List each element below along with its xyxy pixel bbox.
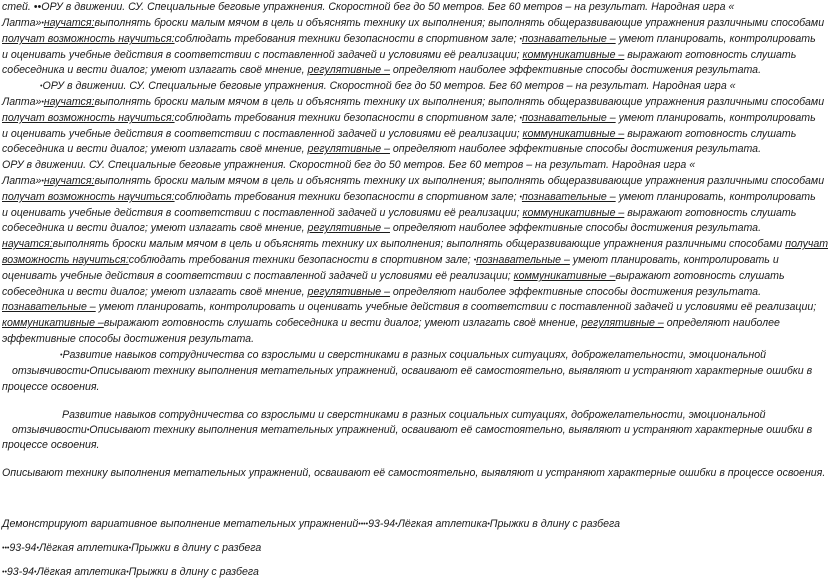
- text-line: ОРУ в движении. СУ. Специальные беговые упражнения. Скоростной бег до 50 метров. Бег 60 метров – на результат. Народная игра «: [2, 159, 696, 171]
- text-line: •Развитие навыков сотрудничества со взрослыми и сверстниками в разных социальных ситуациях, доброжелательности, эмоциональной: [60, 349, 766, 361]
- text-line: процессе освоения.: [2, 381, 100, 393]
- text-line: отзывчивости•Описывают технику выполнения метательных упражнений, осваивают её самостоятельно, выявляют и устраняют характерные ошибки в: [12, 424, 813, 436]
- bullet-icon: •: [4, 545, 7, 552]
- text-line: Лапта»•научатся:выполнять броски малым мячом в цель и объяснять технику их выполнения; выполнять общеразвивающие упражнения различными способами: [2, 96, 825, 108]
- bullet-icon: •: [60, 352, 63, 359]
- text-line: и оценивать учебные действия в соответствии с поставленной задачей и условиями её реализации; коммуникативные – выражают готовность слушать: [2, 207, 797, 219]
- text-line: получат возможность научиться:соблюдать требования техники безопасности в спортивном зале; •познавательные – умеют планировать, контролировать: [2, 112, 816, 124]
- text-line: оценивать учебные действия в соответствии с поставленной задачей и условиями её реализации; коммуникативные –выражают готовность слушать: [2, 270, 785, 282]
- text-line: и оценивать учебные действия в соответствии с поставленной задачей и условиями её реализации; коммуникативные – выражают готовность слушать: [2, 128, 797, 140]
- bullet-icon: •: [395, 521, 398, 528]
- bullet-icon: •: [41, 99, 44, 106]
- text-line: эффективные способы достижения результата.: [2, 333, 255, 345]
- bullet-icon: •: [86, 427, 90, 434]
- text-line: собеседника и вести диалог; умеют излагать своё мнение, регулятивные – определяют наиболее эффективные способы достижения результата.: [2, 286, 762, 298]
- text-line: научатся:выполнять броски малым мячом в цель и объяснять технику их выполнения; выполнять общеразвивающие упражнения различными способами получат: [2, 238, 828, 250]
- text-line: возможность научиться:соблюдать требования техники безопасности в спортивном зале; •познавательные – умеют планировать, контролировать и: [2, 254, 779, 266]
- bullet-icon: •: [126, 569, 129, 576]
- text-line: •••93-94•Лёгкая атлетика•Прыжки в длину с разбега: [2, 542, 262, 554]
- bullet-icon: •: [360, 521, 364, 528]
- bullet-icon: •: [487, 521, 490, 528]
- text-line: Лапта»•научатся:выполнять броски малым мячом в цель и объяснять технику их выполнения; выполнять общеразвивающие упражнения различными способами: [2, 17, 825, 29]
- bullet-icon: •: [86, 368, 90, 375]
- bullet-icon: •: [6, 545, 10, 552]
- bullet-icon: •: [473, 257, 477, 264]
- text-line: Описывают технику выполнения метательных упражнений, осваивают её самостоятельно, выявляют и устраняют характерные ошибки в процессе освоения.: [2, 467, 826, 479]
- bullet-icon: •: [36, 545, 39, 552]
- bullet-icon: •: [40, 83, 43, 90]
- bullet-icon: •: [363, 521, 366, 528]
- bullet-icon: •: [34, 569, 37, 576]
- bullet-icon: •: [2, 545, 5, 552]
- bullet-icon: •: [2, 569, 5, 576]
- text-line: Демонстрируют вариативное выполнение метательных упражнений••••93-94•Лёгкая атлетика•Прыжки в длину с разбега: [2, 518, 620, 530]
- text-line: и оценивать учебные действия в соответствии с поставленной задачей и условиями её реализации; коммуникативные – выражают готовность слушать: [2, 49, 797, 61]
- bullet-icon: •: [358, 521, 361, 528]
- text-line: процессе освоения.: [2, 439, 100, 451]
- text-line: собеседника и вести диалог; умеют излагать своё мнение, регулятивные – определяют наиболее эффективные способы достижения результата.: [2, 64, 762, 76]
- bullet-icon: •: [4, 569, 7, 576]
- bullet-icon: •: [41, 178, 44, 185]
- text-line: познавательные – умеют планировать, контролировать и оценивать учебные действия в соответствии с поставленной задачей и условиями её реализации;: [2, 301, 817, 313]
- text-line: •ОРУ в движении. СУ. Специальные беговые упражнения. Скоростной бег до 50 метров. Бег 60 метров – на результат. Народная игра «: [40, 80, 736, 92]
- text-line: Развитие навыков сотрудничества со взрослыми и сверстниками в разных социальных ситуациях, доброжелательности, эмоциональной: [62, 409, 766, 421]
- bullet-icon: •: [519, 115, 522, 122]
- bullet-icon: •: [519, 194, 522, 201]
- text-line: Лапта»•научатся:выполнять броски малым мячом в цель и объяснять технику их выполнения; выполнять общеразвивающие упражнения различными способами: [2, 175, 825, 187]
- text-line: получат возможность научиться:соблюдать требования техники безопасности в спортивном зале; •познавательные – умеют планировать, контролировать: [2, 191, 816, 203]
- bullet-icon: •: [519, 36, 522, 43]
- text-line: ••93-94•Лёгкая атлетика•Прыжки в длину с разбега: [2, 566, 259, 578]
- bullet-icon: •: [365, 521, 369, 528]
- text-line: собеседника и вести диалог; умеют излагать своё мнение, регулятивные – определяют наиболее эффективные способы достижения результата.: [2, 143, 762, 155]
- text-line: отзывчивости•Описывают технику выполнения метательных упражнений, осваивают её самостоятельно, выявляют и устраняют характерные ошибки в: [12, 365, 813, 377]
- text-line: коммуникативные –выражают готовность слушать собеседника и вести диалог; умеют излагать своё мнение, регулятивные – определяют наиболее: [2, 317, 780, 329]
- bullet-icon: •: [128, 545, 132, 552]
- bullet-icon: •: [41, 20, 44, 27]
- text-line: получат возможность научиться:соблюдать требования техники безопасности в спортивном зале; •познавательные – умеют планировать, контролировать: [2, 33, 816, 45]
- text-line: собеседника и вести диалог; умеют излагать своё мнение, регулятивные – определяют наиболее эффективные способы достижения результата.: [2, 222, 762, 234]
- text-line: стей. ••ОРУ в движении. СУ. Специальные беговые упражнения. Скоростной бег до 50 метров. Бег 60 метров – на результат. Народная игра «: [2, 1, 735, 13]
